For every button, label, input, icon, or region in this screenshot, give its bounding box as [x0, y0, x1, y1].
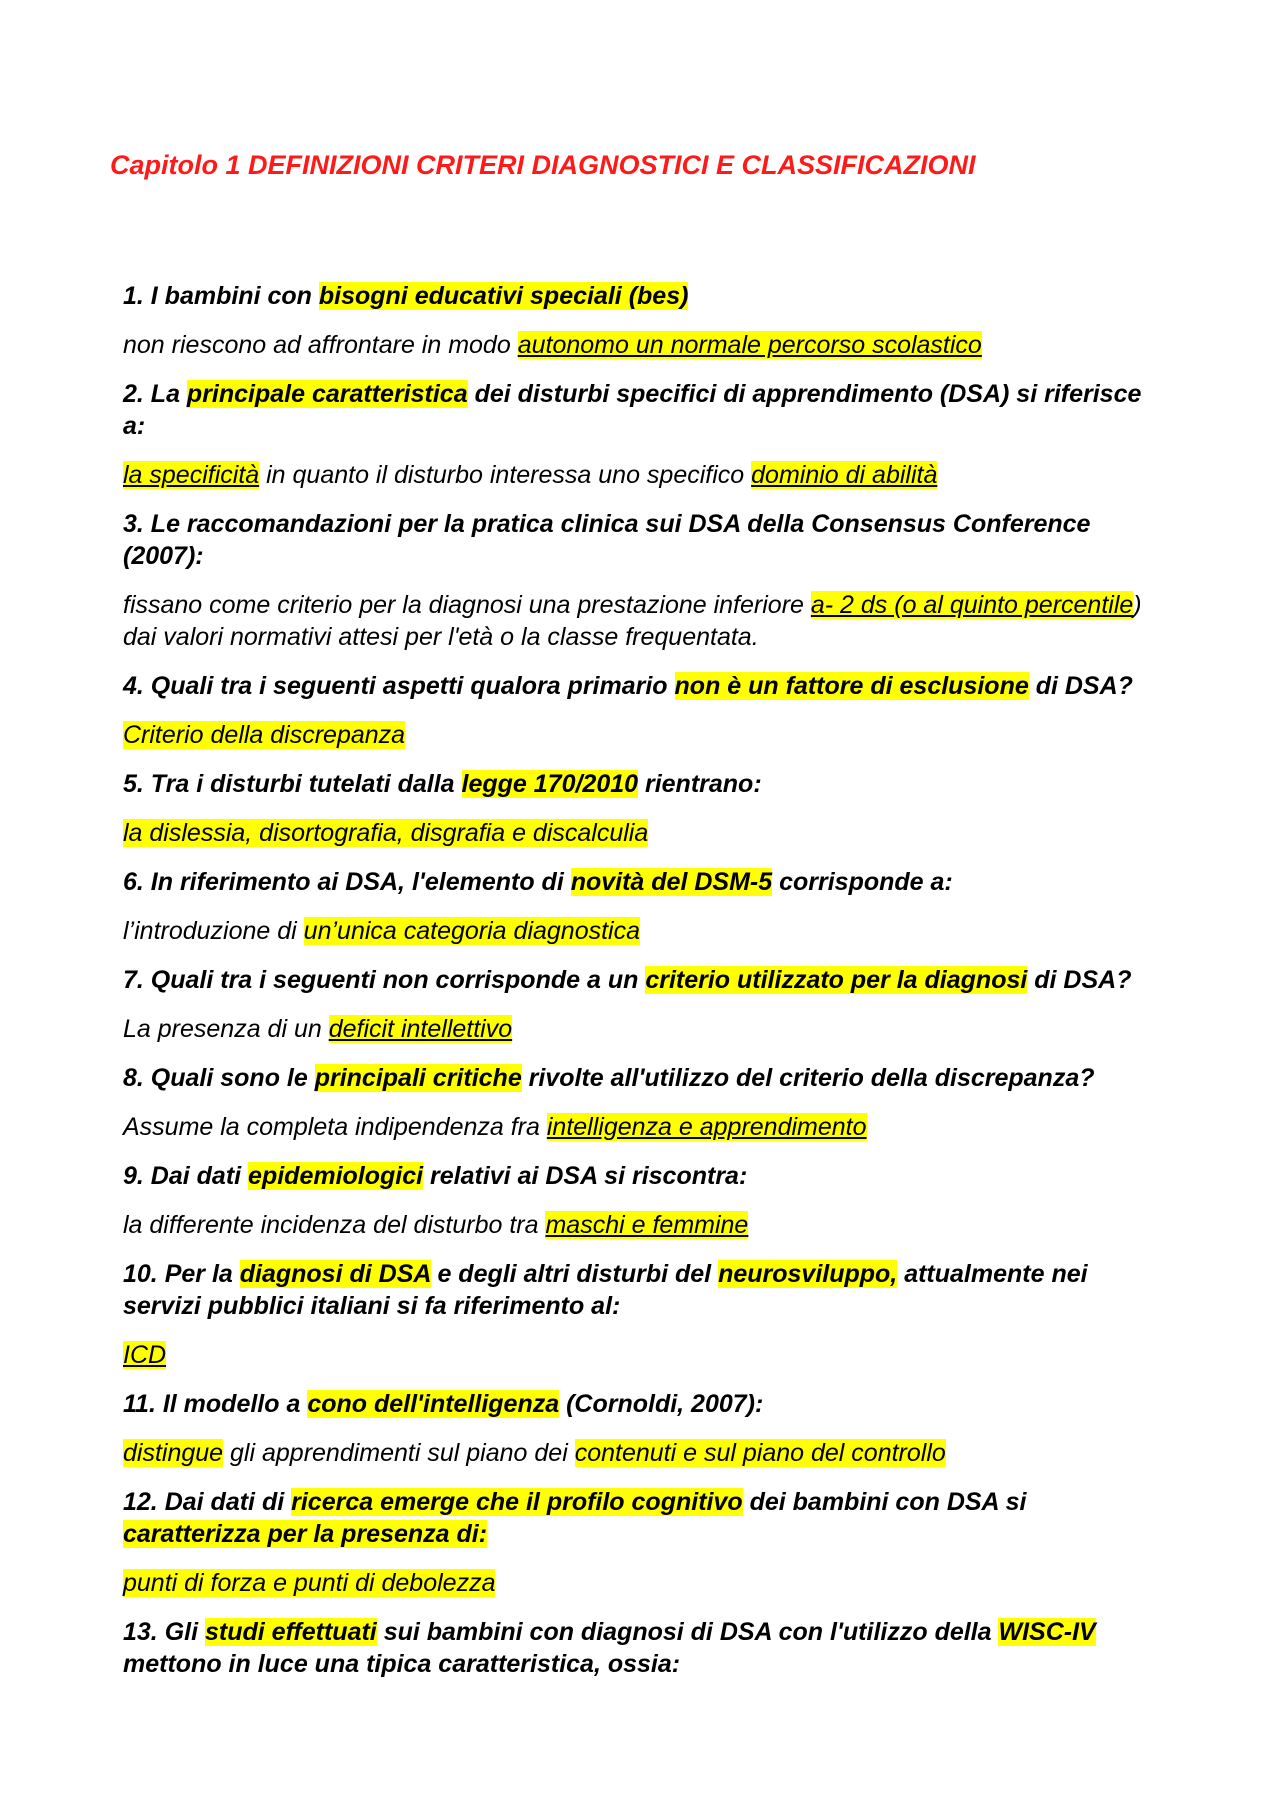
- highlighted-text: ricerca emerge che il profilo cognitivo: [291, 1488, 743, 1516]
- text-segment: 2. La: [123, 380, 187, 408]
- text-segment: La presenza di un: [123, 1015, 329, 1043]
- question-text: [123, 768, 1158, 800]
- text-segment: dei disturbi specifici di apprendimento (DSA) si riferisce a:: [123, 380, 1142, 440]
- highlighted-text: deficit intellettivo: [328, 1015, 513, 1043]
- question-text: [123, 1258, 1158, 1322]
- highlighted-text: un’unica categoria diagnostica: [303, 917, 641, 945]
- highlighted-text: non è un fattore di esclusione: [674, 672, 1029, 700]
- question-answer-list: [123, 280, 1158, 1697]
- text-segment: 11. Il modello a: [123, 1390, 308, 1418]
- qa-item: [123, 1160, 1158, 1241]
- question-text: [123, 866, 1158, 898]
- text-segment: 3. Le raccomandazioni per la pratica clinica sui DSA della Consensus Conference (2007):: [123, 510, 1091, 570]
- highlighted-text: novità del DSM-5: [570, 868, 773, 896]
- text-segment: relativi ai DSA si riscontra:: [423, 1162, 748, 1190]
- answer-text: [123, 459, 1158, 491]
- answer-text: [123, 719, 1158, 751]
- answer-text: [123, 1567, 1158, 1599]
- question-text: [123, 280, 1158, 312]
- highlighted-text: caratterizza per la presenza di:: [123, 1520, 488, 1548]
- question-text: [123, 1388, 1158, 1420]
- qa-item: [123, 378, 1158, 491]
- text-segment: 6. In riferimento ai DSA, l'elemento di: [123, 868, 571, 896]
- qa-item: [123, 1258, 1158, 1371]
- text-segment: ) dai valori normativi attesi per l'età o la classe frequentata.: [123, 591, 1142, 651]
- question-text: [123, 1062, 1158, 1094]
- question-text: [123, 378, 1158, 442]
- highlighted-text: dominio di abilità: [751, 461, 938, 489]
- highlighted-text: diagnosi di DSA: [239, 1260, 431, 1288]
- qa-item: [123, 768, 1158, 849]
- text-segment: Assume la completa indipendenza fra: [123, 1113, 547, 1141]
- qa-item: [123, 1062, 1158, 1143]
- text-segment: 12. Dai dati di: [123, 1488, 292, 1516]
- text-segment: attualmente nei servizi pubblici italiani si fa riferimento al:: [123, 1260, 1088, 1320]
- answer-text: [123, 1339, 1158, 1371]
- text-segment: corrisponde a:: [772, 868, 953, 896]
- answer-text: [123, 1209, 1158, 1241]
- answer-text: [123, 329, 1158, 361]
- highlighted-text: contenuti e sul piano del controllo: [574, 1439, 946, 1467]
- text-segment: 9. Dai dati: [123, 1162, 249, 1190]
- answer-text: [123, 589, 1158, 653]
- text-segment: 8. Quali sono le: [123, 1064, 315, 1092]
- question-text: [123, 508, 1158, 572]
- text-segment: dei bambini con DSA si: [742, 1488, 1027, 1516]
- qa-item: [123, 1486, 1158, 1599]
- answer-text: [123, 915, 1158, 947]
- text-segment: in quanto il disturbo interessa uno specifico: [259, 461, 752, 489]
- text-segment: la differente incidenza del disturbo tra: [123, 1211, 546, 1239]
- answer-text: [123, 1013, 1158, 1045]
- text-segment: rientrano:: [638, 770, 762, 798]
- qa-item: [123, 964, 1158, 1045]
- highlighted-text: studi effettuati: [204, 1618, 377, 1646]
- text-segment: gli apprendimenti sul piano dei: [223, 1439, 575, 1467]
- text-segment: e degli altri disturbi del: [430, 1260, 719, 1288]
- highlighted-text: la specificità: [123, 461, 260, 489]
- highlighted-text: distingue: [123, 1439, 224, 1467]
- text-segment: di DSA?: [1028, 672, 1133, 700]
- highlighted-text: ICD: [123, 1341, 167, 1369]
- text-segment: mettono in luce una tipica caratteristica, ossia:: [123, 1650, 681, 1678]
- highlighted-text: a- 2 ds (o al quinto percentile: [810, 591, 1134, 619]
- highlighted-text: principali critiche: [314, 1064, 522, 1092]
- text-segment: 5. Tra i disturbi tutelati dalla: [123, 770, 462, 798]
- answer-text: [123, 1437, 1158, 1469]
- highlighted-text: intelligenza e apprendimento: [546, 1113, 867, 1141]
- question-text: [123, 1616, 1158, 1680]
- answer-text: [123, 1111, 1158, 1143]
- highlighted-text: neurosviluppo,: [718, 1260, 898, 1288]
- highlighted-text: autonomo un normale percorso scolastico: [517, 331, 982, 359]
- highlighted-text: legge 170/2010: [461, 770, 639, 798]
- text-segment: sui bambini con diagnosi di DSA con l'utilizzo della: [376, 1618, 999, 1646]
- text-segment: 1. I bambini con: [123, 282, 319, 310]
- text-segment: rivolte all'utilizzo del criterio della discrepanza?: [521, 1064, 1095, 1092]
- highlighted-text: WISC-IV: [998, 1618, 1096, 1646]
- highlighted-text: cono dell'intelligenza: [307, 1390, 560, 1418]
- text-segment: l’introduzione di: [123, 917, 304, 945]
- question-text: [123, 964, 1158, 996]
- chapter-title: Capitolo 1 DEFINIZIONI CRITERI DIAGNOSTICI E CLASSIFICAZIONI: [110, 150, 976, 180]
- highlighted-text: bisogni educativi speciali (bes): [318, 282, 689, 310]
- question-text: [123, 670, 1158, 702]
- question-text: [123, 1160, 1158, 1192]
- text-segment: 7. Quali tra i seguenti non corrisponde a un: [123, 966, 646, 994]
- highlighted-text: criterio utilizzato per la diagnosi: [645, 966, 1028, 994]
- highlighted-text: maschi e femmine: [545, 1211, 749, 1239]
- qa-item: [123, 866, 1158, 947]
- text-segment: 13. Gli: [123, 1618, 205, 1646]
- highlighted-text: epidemiologici: [248, 1162, 424, 1190]
- text-segment: 10. Per la: [123, 1260, 240, 1288]
- highlighted-text: punti di forza e punti di debolezza: [123, 1569, 496, 1597]
- answer-text: [123, 817, 1158, 849]
- text-segment: (Cornoldi, 2007):: [559, 1390, 764, 1418]
- qa-item: [123, 280, 1158, 361]
- text-segment: fissano come criterio per la diagnosi una prestazione inferiore: [123, 591, 811, 619]
- highlighted-text: la dislessia, disortografia, disgrafia e discalculia: [123, 819, 649, 847]
- qa-item: [123, 508, 1158, 653]
- qa-item: [123, 1616, 1158, 1680]
- text-segment: 4. Quali tra i seguenti aspetti qualora primario: [123, 672, 675, 700]
- text-segment: di DSA?: [1027, 966, 1132, 994]
- highlighted-text: Criterio della discrepanza: [123, 721, 406, 749]
- qa-item: [123, 1388, 1158, 1469]
- text-segment: non riescono ad affrontare in modo: [123, 331, 518, 359]
- question-text: [123, 1486, 1158, 1550]
- qa-item: [123, 670, 1158, 751]
- highlighted-text: principale caratteristica: [186, 380, 468, 408]
